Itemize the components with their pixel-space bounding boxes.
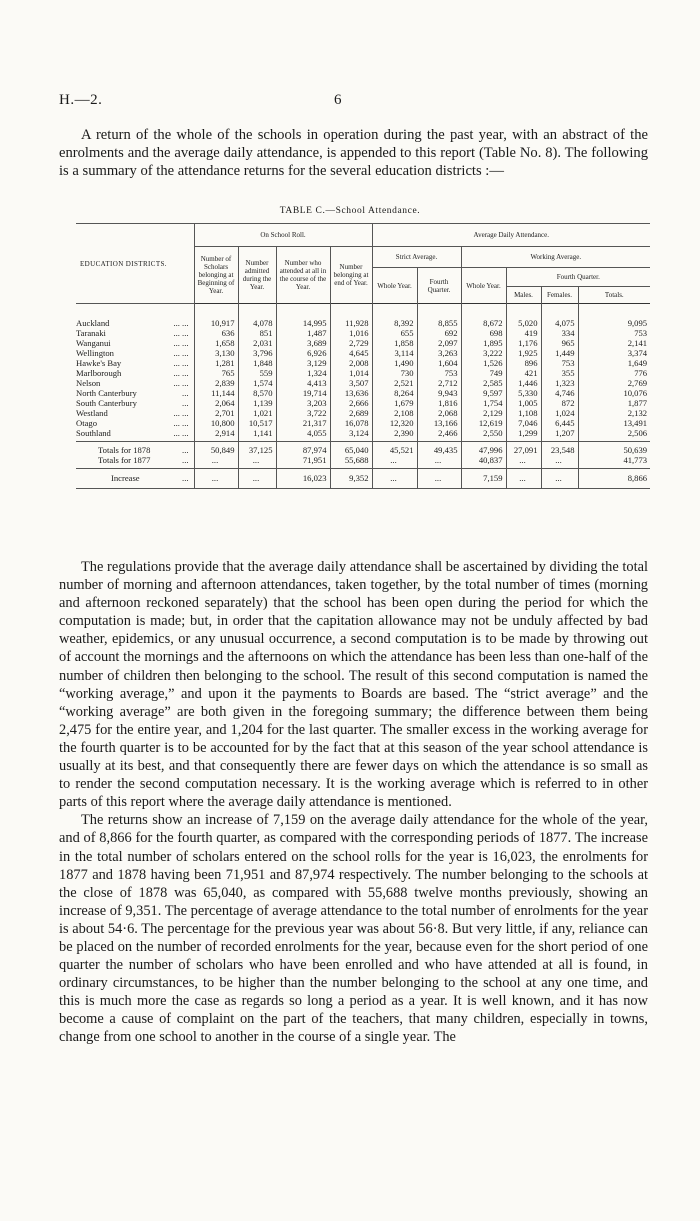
header-strict-fourth: Fourth Quarter. bbox=[417, 268, 461, 304]
totals-rows bbox=[76, 442, 650, 469]
row-label bbox=[76, 304, 194, 329]
table-cell: 1,848 bbox=[238, 358, 276, 368]
table-cell: 16,078 bbox=[330, 418, 372, 428]
body-paragraph-regulations: The regulations provide that the average daily attendance shall be ascertained by dividing the total number of morning and afternoon attendances, taken together, by the total number of times (morning and afternoon reckoned separately) that the school has been open during the period for which the computation is made; but, in order that the capitation allowance may not be unduly affected by bad weather, epidemics, or any unusual occurrence, a second computation is to be made by throwing out of account the mornings and the afternoons on which the attendance has been less than one-half of the number of children then belonging to the school. The result of this second computation is named the “working average,” and upon it the payments to Boards are based. The “strict average” and the “working average” are both given in the foregoing summary; the difference between them being 2,475 for the entire year, and 1,204 for the last quarter. The smaller excess in the working average for the fourth quarter is to be accounted for by the fact that at this season of the year school attendance is usually at its best, and that consequently there are fewer days on which the attendance is so small as to render the second computation necessary. It is the working average which is referred to in other parts of this report where the average daily attendance is mentioned. bbox=[59, 559, 648, 811]
table-cell: 1,754 bbox=[461, 398, 506, 408]
table-cell: 1,679 bbox=[372, 398, 417, 408]
header-admitted: Number admitted during the Year. bbox=[238, 247, 276, 304]
table-cell: 3,507 bbox=[330, 378, 372, 388]
table-row bbox=[76, 348, 650, 358]
header-totals: Totals. bbox=[578, 287, 650, 304]
table-cell: 6,445 bbox=[541, 418, 578, 428]
table-cell: 896 bbox=[506, 358, 541, 368]
table-cell: 9,943 bbox=[417, 388, 461, 398]
table-cell: 14,995 bbox=[276, 304, 330, 329]
table-cell: 1,021 bbox=[238, 408, 276, 418]
table-cell: 851 bbox=[238, 328, 276, 338]
leader-dots: ... ... bbox=[173, 378, 189, 388]
table-cell: 2,097 bbox=[417, 338, 461, 348]
totals-row bbox=[76, 442, 650, 456]
attendance-table-container bbox=[76, 223, 650, 489]
table-cell: 421 bbox=[506, 368, 541, 378]
table-cell: 1,658 bbox=[194, 338, 238, 348]
table-cell: 41,773 bbox=[578, 455, 650, 469]
document-reference: H.—2. bbox=[59, 92, 103, 108]
row-label-text: Totals for 1877 bbox=[98, 455, 151, 465]
table-cell: 655 bbox=[372, 328, 417, 338]
table-cell: 692 bbox=[417, 328, 461, 338]
table-cell: 4,413 bbox=[276, 378, 330, 388]
table-cell: 2,769 bbox=[578, 378, 650, 388]
table-cell: 753 bbox=[578, 328, 650, 338]
table-cell: 8,855 bbox=[417, 304, 461, 329]
header-working-average: Working Average. bbox=[461, 247, 650, 268]
table-cell: 2,068 bbox=[417, 408, 461, 418]
table-cell: 2,666 bbox=[330, 398, 372, 408]
leader-dots: ... ... bbox=[173, 318, 189, 328]
table-cell: 2,031 bbox=[238, 338, 276, 348]
table-cell: ... bbox=[541, 469, 578, 489]
table-cell: ... bbox=[417, 455, 461, 469]
table-cell: ... bbox=[506, 455, 541, 469]
table-cell: 5,020 bbox=[506, 304, 541, 329]
table-cell: 37,125 bbox=[238, 442, 276, 456]
table-row bbox=[76, 378, 650, 388]
table-cell: 12,320 bbox=[372, 418, 417, 428]
table-cell: 40,837 bbox=[461, 455, 506, 469]
header-attended: Number who attended at all in the course of the Year. bbox=[276, 247, 330, 304]
table-cell: 1,449 bbox=[541, 348, 578, 358]
table-cell: 3,374 bbox=[578, 348, 650, 358]
row-label-text: Westland bbox=[76, 408, 108, 418]
table-cell: 4,078 bbox=[238, 304, 276, 329]
table-cell: 10,076 bbox=[578, 388, 650, 398]
table-cell: 1,649 bbox=[578, 358, 650, 368]
increase-row bbox=[76, 469, 650, 489]
table-header bbox=[76, 224, 650, 304]
table-cell: 1,877 bbox=[578, 398, 650, 408]
table-cell: 2,132 bbox=[578, 408, 650, 418]
row-label-text: Wellington bbox=[76, 348, 114, 358]
table-cell: ... bbox=[372, 455, 417, 469]
leader-dots: ... ... bbox=[173, 408, 189, 418]
table-cell: 1,024 bbox=[541, 408, 578, 418]
row-label bbox=[76, 442, 194, 456]
table-cell: 2,839 bbox=[194, 378, 238, 388]
table-title: TABLE C.—School Attendance. bbox=[279, 206, 421, 216]
table-cell: 2,729 bbox=[330, 338, 372, 348]
header-beginning: Number of Scholars belonging at Beginning of Year. bbox=[194, 247, 238, 304]
header-end: Number belonging at end of Year. bbox=[330, 247, 372, 304]
table-cell: 8,392 bbox=[372, 304, 417, 329]
table-cell: 3,130 bbox=[194, 348, 238, 358]
table-cell: 730 bbox=[372, 368, 417, 378]
table-cell: 9,095 bbox=[578, 304, 650, 329]
leader-dots: ... ... bbox=[173, 418, 189, 428]
table-cell: ... bbox=[194, 469, 238, 489]
table-cell: 50,639 bbox=[578, 442, 650, 456]
row-label-text: North Canterbury bbox=[76, 388, 137, 398]
table-cell: 8,866 bbox=[578, 469, 650, 489]
table-cell: ... bbox=[238, 469, 276, 489]
table-cell: 3,689 bbox=[276, 338, 330, 348]
table-cell: 2,466 bbox=[417, 428, 461, 442]
body-paragraph-returns: The returns show an increase of 7,159 on the average daily attendance for the whole of the year, and of 8,866 for the fourth quarter, as compared with the corresponding periods of 1877. The increase in the total number of scholars entered on the school rolls for the year is 16,023, the enrolments for 1877 and 1878 having been 71,951 and 87,974 respectively. The number belonging to the schools at the close of 1878 was 65,040, as compared with 55,688 twelve months previously, showing an increase of 9,351. The percentage of average attendance to the total number of enrolments for the year is about 54·6. The percentage for the previous year was about 56·8. But very little, if any, reliance can be placed on the number of recorded enrolments for the year, because even for the short period of one quarter the number of scholars who have been enrolled and who have attended at all is found, in ordinary circumstances, to be higher than the number belonging to the school at any one time, and this is much more the case as regards so long a period as a year. It is well known, and it has now become a cause of complaint on the part of the teachers, that many children, especially in towns, change from one school to another in the course of a single year. The bbox=[59, 812, 648, 1046]
intro-paragraph: A return of the whole of the schools in operation during the past year, with an abstract of the enrolments and the average daily attendance, is appended to this report (Table No. 8). The following is a summary of the attendance returns for the several education districts :— bbox=[59, 127, 648, 180]
table-row bbox=[76, 428, 650, 442]
table-cell: ... bbox=[194, 455, 238, 469]
table-cell: 1,139 bbox=[238, 398, 276, 408]
row-label bbox=[76, 358, 194, 368]
table-cell: 1,604 bbox=[417, 358, 461, 368]
row-label bbox=[76, 398, 194, 408]
table-cell: 2,506 bbox=[578, 428, 650, 442]
table-cell: ... bbox=[417, 469, 461, 489]
table-cell: 9,597 bbox=[461, 388, 506, 398]
table-cell: 65,040 bbox=[330, 442, 372, 456]
table-cell: 21,317 bbox=[276, 418, 330, 428]
header-districts: EDUCATION DISTRICTS. bbox=[76, 224, 194, 304]
row-label-text: Auckland bbox=[76, 318, 110, 328]
attendance-table bbox=[76, 223, 650, 489]
table-cell: 355 bbox=[541, 368, 578, 378]
table-cell: 4,075 bbox=[541, 304, 578, 329]
page-number: 6 bbox=[334, 92, 342, 108]
row-label-text: Wanganui bbox=[76, 338, 111, 348]
table-cell: 1,526 bbox=[461, 358, 506, 368]
table-row bbox=[76, 398, 650, 408]
table-cell: 1,574 bbox=[238, 378, 276, 388]
table-cell: 3,124 bbox=[330, 428, 372, 442]
table-cell: 11,144 bbox=[194, 388, 238, 398]
table-cell: 3,722 bbox=[276, 408, 330, 418]
table-cell: 1,281 bbox=[194, 358, 238, 368]
row-label-text: Nelson bbox=[76, 378, 101, 388]
table-cell: ... bbox=[541, 455, 578, 469]
header-on-roll: On School Roll. bbox=[194, 224, 372, 247]
body-text bbox=[59, 558, 648, 1047]
table-cell: 4,746 bbox=[541, 388, 578, 398]
table-cell: 2,689 bbox=[330, 408, 372, 418]
table-cell: 872 bbox=[541, 398, 578, 408]
table-cell: 49,435 bbox=[417, 442, 461, 456]
header-females: Females. bbox=[541, 287, 578, 304]
leader-dots: ... ... bbox=[173, 338, 189, 348]
row-label bbox=[76, 378, 194, 388]
table-cell: 2,108 bbox=[372, 408, 417, 418]
table-cell: 2,701 bbox=[194, 408, 238, 418]
table-row bbox=[76, 338, 650, 348]
table-cell: 1,895 bbox=[461, 338, 506, 348]
table-cell: 776 bbox=[578, 368, 650, 378]
table-cell: 2,585 bbox=[461, 378, 506, 388]
table-cell: 23,548 bbox=[541, 442, 578, 456]
table-cell: 12,619 bbox=[461, 418, 506, 428]
table-cell: 1,299 bbox=[506, 428, 541, 442]
row-label bbox=[76, 338, 194, 348]
table-cell: 965 bbox=[541, 338, 578, 348]
table-cell: 10,517 bbox=[238, 418, 276, 428]
table-cell: 2,521 bbox=[372, 378, 417, 388]
table-cell: 765 bbox=[194, 368, 238, 378]
table-cell: ... bbox=[238, 455, 276, 469]
leader-dots: ... ... bbox=[173, 368, 189, 378]
row-label-text: Totals for 1878 bbox=[98, 445, 151, 455]
table-cell: 1,446 bbox=[506, 378, 541, 388]
table-cell: 16,023 bbox=[276, 469, 330, 489]
table-cell: 27,091 bbox=[506, 442, 541, 456]
table-cell: 1,925 bbox=[506, 348, 541, 358]
row-label bbox=[76, 469, 194, 489]
table-cell: 13,491 bbox=[578, 418, 650, 428]
table-cell: 3,129 bbox=[276, 358, 330, 368]
table-cell: 11,928 bbox=[330, 304, 372, 329]
table-cell: 8,672 bbox=[461, 304, 506, 329]
table-cell: 50,849 bbox=[194, 442, 238, 456]
leader-dots: ... bbox=[182, 455, 189, 465]
header-strict-average: Strict Average. bbox=[372, 247, 461, 268]
table-cell: 1,176 bbox=[506, 338, 541, 348]
leader-dots: ... ... bbox=[173, 328, 189, 338]
row-label bbox=[76, 368, 194, 378]
table-cell: 749 bbox=[461, 368, 506, 378]
table-cell: 2,129 bbox=[461, 408, 506, 418]
table-cell: 10,800 bbox=[194, 418, 238, 428]
header-males: Males. bbox=[506, 287, 541, 304]
table-cell: 3,796 bbox=[238, 348, 276, 358]
table-cell: 1,490 bbox=[372, 358, 417, 368]
table-cell: 47,996 bbox=[461, 442, 506, 456]
row-label bbox=[76, 408, 194, 418]
totals-row bbox=[76, 455, 650, 469]
leader-dots: ... bbox=[182, 388, 189, 398]
row-label-text: South Canterbury bbox=[76, 398, 137, 408]
table-cell: 1,324 bbox=[276, 368, 330, 378]
table-cell: 753 bbox=[541, 358, 578, 368]
table-cell: 419 bbox=[506, 328, 541, 338]
table-cell: 2,914 bbox=[194, 428, 238, 442]
header-avg-daily: Average Daily Attendance. bbox=[372, 224, 650, 247]
table-cell: 13,636 bbox=[330, 388, 372, 398]
table-cell: 1,858 bbox=[372, 338, 417, 348]
table-cell: 559 bbox=[238, 368, 276, 378]
table-row bbox=[76, 358, 650, 368]
row-label bbox=[76, 428, 194, 442]
table-cell: 3,263 bbox=[417, 348, 461, 358]
table-cell: 2,712 bbox=[417, 378, 461, 388]
leader-dots: ... ... bbox=[173, 348, 189, 358]
row-label bbox=[76, 328, 194, 338]
table-cell: 7,159 bbox=[461, 469, 506, 489]
table-cell: 1,487 bbox=[276, 328, 330, 338]
table-row bbox=[76, 408, 650, 418]
header-strict-whole: Whole Year. bbox=[372, 268, 417, 304]
table-row bbox=[76, 328, 650, 338]
table-cell: 1,207 bbox=[541, 428, 578, 442]
table-cell: 4,055 bbox=[276, 428, 330, 442]
table-cell: 2,141 bbox=[578, 338, 650, 348]
table-cell: 55,688 bbox=[330, 455, 372, 469]
table-cell: 3,114 bbox=[372, 348, 417, 358]
table-row bbox=[76, 304, 650, 329]
leader-dots: ... ... bbox=[173, 428, 189, 438]
table-cell: 2,064 bbox=[194, 398, 238, 408]
table-row bbox=[76, 368, 650, 378]
leader-dots: ... ... bbox=[173, 358, 189, 368]
table-cell: 698 bbox=[461, 328, 506, 338]
table-cell: 71,951 bbox=[276, 455, 330, 469]
table-cell: 1,141 bbox=[238, 428, 276, 442]
table-cell: 1,005 bbox=[506, 398, 541, 408]
row-label bbox=[76, 418, 194, 428]
table-cell: 3,222 bbox=[461, 348, 506, 358]
table-cell: ... bbox=[506, 469, 541, 489]
table-cell: 1,323 bbox=[541, 378, 578, 388]
row-label-text: Southland bbox=[76, 428, 111, 438]
row-label-text: Otago bbox=[76, 418, 98, 428]
row-label-text: Marlborough bbox=[76, 368, 122, 378]
table-cell: 334 bbox=[541, 328, 578, 338]
increase-row-group bbox=[76, 469, 650, 489]
header-fourth-quarter: Fourth Quarter. bbox=[506, 268, 650, 287]
leader-dots: ... bbox=[182, 398, 189, 408]
table-cell: 6,926 bbox=[276, 348, 330, 358]
leader-dots: ... bbox=[182, 473, 189, 483]
row-label bbox=[76, 455, 194, 469]
leader-dots: ... bbox=[182, 445, 189, 455]
table-cell: 1,816 bbox=[417, 398, 461, 408]
table-cell: ... bbox=[372, 469, 417, 489]
table-cell: 7,046 bbox=[506, 418, 541, 428]
table-cell: 753 bbox=[417, 368, 461, 378]
table-cell: 2,008 bbox=[330, 358, 372, 368]
table-cell: 1,108 bbox=[506, 408, 541, 418]
table-cell: 1,014 bbox=[330, 368, 372, 378]
table-cell: 5,330 bbox=[506, 388, 541, 398]
district-rows bbox=[76, 304, 650, 442]
table-cell: 19,714 bbox=[276, 388, 330, 398]
table-cell: 45,521 bbox=[372, 442, 417, 456]
table-cell: 9,352 bbox=[330, 469, 372, 489]
row-label-text: Hawke's Bay bbox=[76, 358, 122, 368]
row-label bbox=[76, 388, 194, 398]
table-cell: 3,203 bbox=[276, 398, 330, 408]
row-label-text: Increase bbox=[111, 473, 140, 483]
table-cell: 2,390 bbox=[372, 428, 417, 442]
table-cell: 2,550 bbox=[461, 428, 506, 442]
table-cell: 8,264 bbox=[372, 388, 417, 398]
table-cell: 4,645 bbox=[330, 348, 372, 358]
row-label bbox=[76, 348, 194, 358]
table-row bbox=[76, 388, 650, 398]
header-work-whole: Whole Year. bbox=[461, 268, 506, 304]
table-cell: 87,974 bbox=[276, 442, 330, 456]
table-cell: 636 bbox=[194, 328, 238, 338]
table-cell: 1,016 bbox=[330, 328, 372, 338]
table-row bbox=[76, 418, 650, 428]
table-cell: 10,917 bbox=[194, 304, 238, 329]
table-cell: 8,570 bbox=[238, 388, 276, 398]
table-cell: 13,166 bbox=[417, 418, 461, 428]
row-label-text: Taranaki bbox=[76, 328, 106, 338]
